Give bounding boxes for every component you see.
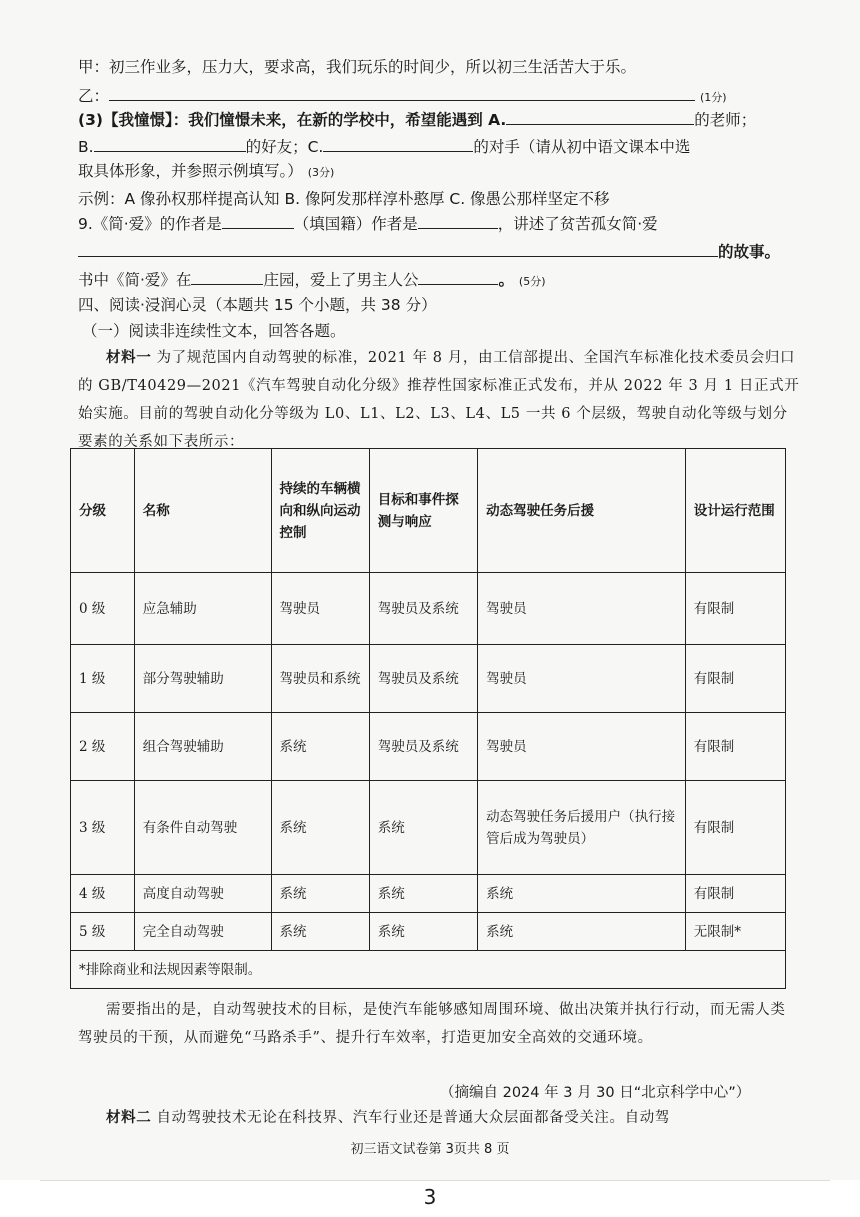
question-3-suffix-c: 的对手（请从初中语文课本中选 xyxy=(473,138,691,156)
question-9-part-b: （填国籍）作者是 xyxy=(293,215,418,233)
page-divider xyxy=(40,1180,830,1181)
material-1-conclusion: 需要指出的是，自动驾驶技术的目标，是使汽车能够感知周围环境、做出决策并执行行动，而无需人类驾驶员的干预，从而避免“马路杀手”、提升行车效率，打造更加安全高效的交通环境。 xyxy=(78,1002,786,1046)
cell-level: 5 级 xyxy=(71,913,135,951)
page-footer: 初三语文试卷第 3页共 8 页 xyxy=(350,1142,510,1157)
blank-3b[interactable] xyxy=(94,135,246,152)
cell-detection: 驾驶员及系统 xyxy=(369,573,477,645)
question-3-line1 xyxy=(78,108,756,131)
cell-detection: 驾驶员及系统 xyxy=(369,645,477,713)
cell-fallback: 驾驶员 xyxy=(478,713,686,781)
table-row xyxy=(71,875,786,913)
blank-9-author-nationality[interactable] xyxy=(222,212,294,229)
header-range: 设计运行范围 xyxy=(685,449,785,573)
cell-range: 有限制 xyxy=(685,713,785,781)
question-3-suffix-a: 的老师； xyxy=(694,111,757,129)
cell-motion-control: 驾驶员和系统 xyxy=(271,645,369,713)
table-note-row xyxy=(71,951,786,989)
blank-9-story[interactable] xyxy=(78,240,718,257)
question-3-instruction: 取具体形象，并参照示例填写。） xyxy=(78,162,303,180)
blank-9-author[interactable] xyxy=(418,212,498,229)
cell-name: 应急辅助 xyxy=(134,573,271,645)
table-row xyxy=(71,713,786,781)
cell-motion-control: 系统 xyxy=(271,713,369,781)
answer-yi-blank[interactable] xyxy=(109,84,695,101)
blank-9-manor[interactable] xyxy=(191,268,263,285)
cell-fallback: 系统 xyxy=(478,913,686,951)
cell-level: 1 级 xyxy=(71,645,135,713)
question-9-part-c: ，讲述了贫苦孤女简·爱 xyxy=(497,215,658,233)
blank-3c[interactable] xyxy=(323,135,473,152)
cell-name: 部分驾驶辅助 xyxy=(134,645,271,713)
answer-yi-label: 乙： xyxy=(78,87,110,105)
table-header-row xyxy=(71,449,786,573)
cell-detection: 系统 xyxy=(369,875,477,913)
table-row xyxy=(71,781,786,875)
cell-fallback: 驾驶员 xyxy=(478,645,686,713)
header-fallback: 动态驾驶任务后援 xyxy=(478,449,686,573)
score-1: (1分) xyxy=(699,91,727,104)
material-1-label: 材料一 xyxy=(106,349,152,366)
header-name: 名称 xyxy=(134,449,271,573)
material-2-text: 自动驾驶技术无论在科技界、汽车行业还是普通大众层面都备受关注。自动驾 xyxy=(156,1110,670,1126)
cell-level: 2 级 xyxy=(71,713,135,781)
score-3: (3分) xyxy=(307,166,335,179)
example-line: 示例：A 像孙权那样提高认知 B. 像阿发那样淳朴憨厚 C. 像愚公那样坚定不移 xyxy=(78,190,610,208)
cell-detection: 系统 xyxy=(369,781,477,875)
question-9-part-g: 。 xyxy=(498,271,514,289)
cell-name: 完全自动驾驶 xyxy=(134,913,271,951)
blank-3a[interactable] xyxy=(506,108,694,125)
answer-yi-line xyxy=(78,84,727,109)
question-9-line2 xyxy=(78,240,780,263)
cell-range: 有限制 xyxy=(685,645,785,713)
table-row xyxy=(71,645,786,713)
header-motion-control: 持续的车辆横向和纵向运动控制 xyxy=(271,449,369,573)
material-1 xyxy=(78,344,800,456)
cell-motion-control: 系统 xyxy=(271,913,369,951)
subsection-1-title: （一）阅读非连续性文本，回答各题。 xyxy=(82,322,346,340)
cell-level: 3 级 xyxy=(71,781,135,875)
table-row xyxy=(71,913,786,951)
cell-detection: 系统 xyxy=(369,913,477,951)
material-1-text: 为了规范国内自动驾驶的标准，2021 年 8 月，由工信部提出、全国汽车标准化技术委员会归口的 GB/T40429—2021《汽车驾驶自动化分级》推荐性国家标准正式发布，并从 2022 年 3 月 1 日正式开始实施。目前的驾驶自动化分等级为 L0、L1、L2、L3、L4、L5 一共 6 个层级，驾驶自动化等级与划分要素的关系如下表所示： xyxy=(78,350,800,450)
source-citation: （摘编自 2024 年 3 月 30 日“北京科学中心”） xyxy=(440,1085,751,1101)
question-3-prompt: (3)【我憧憬】：我们憧憬未来，在新的学校中，希望能遇到 A. xyxy=(78,111,507,129)
header-detection: 目标和事件探测与响应 xyxy=(369,449,477,573)
cell-name: 组合驾驶辅助 xyxy=(134,713,271,781)
page-number: 3 xyxy=(423,1185,437,1209)
answer-jia: 甲：初三作业多，压力大，要求高，我们玩乐的时间少，所以初三生活苦大于乐。 xyxy=(78,58,637,76)
blank-9-hero[interactable] xyxy=(418,268,498,285)
cell-name: 有条件自动驾驶 xyxy=(134,781,271,875)
cell-fallback: 动态驾驶任务后援用户（执行接管后成为驾驶员） xyxy=(478,781,686,875)
cell-detection: 驾驶员及系统 xyxy=(369,713,477,781)
header-level: 分级 xyxy=(71,449,135,573)
score-5: (5分) xyxy=(518,275,546,288)
question-9-line3 xyxy=(78,268,546,293)
cell-motion-control: 系统 xyxy=(271,781,369,875)
cell-name: 高度自动驾驶 xyxy=(134,875,271,913)
cell-fallback: 系统 xyxy=(478,875,686,913)
question-3-label-b: B. xyxy=(78,138,94,156)
cell-fallback: 驾驶员 xyxy=(478,573,686,645)
section-4-title: 四、阅读·浸润心灵（本题共 15 个小题，共 38 分） xyxy=(78,296,437,314)
material-2-label: 材料二 xyxy=(106,1109,152,1126)
question-9-part-e: 书中《简·爱》在 xyxy=(78,271,192,289)
question-9-line1 xyxy=(78,212,658,235)
question-9-part-d: 的故事。 xyxy=(718,243,781,261)
material-2 xyxy=(78,1104,800,1132)
question-3-line2 xyxy=(78,135,690,158)
cell-range: 有限制 xyxy=(685,781,785,875)
table-note: *排除商业和法规因素等限制。 xyxy=(71,951,786,989)
cell-motion-control: 系统 xyxy=(271,875,369,913)
question-9-prompt: 9.《简·爱》的作者是 xyxy=(78,215,222,233)
automation-levels-table xyxy=(70,448,786,989)
cell-range: 有限制 xyxy=(685,573,785,645)
table-row xyxy=(71,573,786,645)
cell-level: 0 级 xyxy=(71,573,135,645)
question-3-line3 xyxy=(78,160,334,184)
cell-range: 无限制* xyxy=(685,913,785,951)
cell-level: 4 级 xyxy=(71,875,135,913)
question-3-label-c: 的好友；C. xyxy=(245,138,324,156)
cell-range: 有限制 xyxy=(685,875,785,913)
cell-motion-control: 驾驶员 xyxy=(271,573,369,645)
question-9-part-f: 庄园，爱上了男主人公 xyxy=(263,271,419,289)
